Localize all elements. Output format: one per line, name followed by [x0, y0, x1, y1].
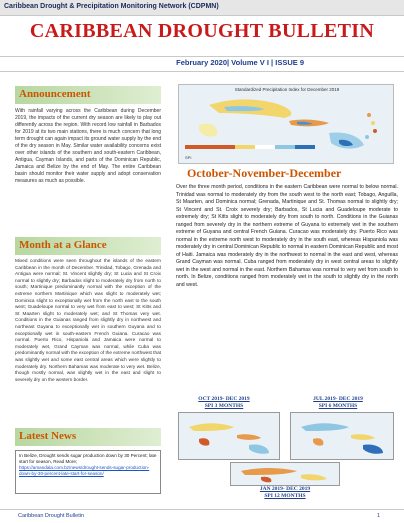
map-6month — [290, 412, 394, 460]
latest-news-heading: Latest News — [15, 428, 161, 446]
map-3month-graphic — [179, 413, 280, 460]
period-text: Over the three month period, conditions in the eastern Caribbean were normal to below normal. Trinidad was normal to moderately dry from the south west to the north east; Tobago, Anguilla, St Maarten, and Dominica normal; Grenada, Martinique and St. Thomas normal to slightly dry; St Vincent and St. Croix severely dry; Barbados, St Lucia and Guadeloupe moderate to extremely dry; St Kitts slight to moderately dry from south to north. Conditions in the Guianas ranged from severely dry in the northern extreme of Guyana to extremely wet in the southern extreme of Guyana and central French Guiana. Curacao was moderately dry. Puerto Rico was normal in the extreme north west to moderately dry in the south east, whereas Hispaniola was moderately dry in central Dominican Republic to normal in eastern Dominican Republic and most of Haiti. Jamaica was moderately dry in the northwest to normal in the east and west, whereas Grand Cayman was normal. Cuba ranged from moderately dry in west central areas to slightly wet in the west and normal in the east. Northern Bahamas was normal to very wet from south to north. In Belize, conditions ranged from moderately wet in the south to slightly dry in the north and west. — [176, 184, 399, 288]
bulletin-title: CARIBBEAN DROUGHT BULLETIN — [29, 20, 375, 42]
latest-news-box — [15, 450, 161, 494]
latest-news-link[interactable]: https://amandala.com.bz/news/drought-sends-sugar-production-down-by-30-percent-late-start-for-season/ — [19, 465, 150, 476]
month-glance-heading: Month at a Glance — [15, 237, 161, 255]
footer — [0, 509, 404, 523]
spi-map-graphic — [179, 85, 394, 164]
map-3month — [178, 412, 280, 460]
map-3month-caption: OCT 2019- DEC 2019 SPI 3 MONTHS — [198, 396, 250, 409]
month-glance-text: Mixed conditions were seen throughout the islands of the eastern Caribbean in the month of December. Trinidad, Tobago, Grenada and Antigua were normal; St. Vincent slightly dry; St Lucia and St Croix normal to slightly dry; Barbados slight to moderately dry from north to south; Martinique predominantly normal with the exception of the extreme northern Martinique which was slight to moderately wet; Dominica slight to exceptionally wet from the north east to the south west; Guadeloupe normal to very wet from east to west; St Kitts and St Maarten slight to moderately wet; and St Thomas very wet. Conditions in the Guianas ranged from slightly dry in northwest and northeast Guyana to exceptionally wet in southern Guyana and to exceptionally wet in south-eastern French Guiana. Curacao was normal. Puerto Rico, Hispaniola and Jamaica were normal to moderately wet, Grand Cayman was normal, while Cuba was predominantly normal with the exception of the extreme northwest that was slightly wet and some east central areas which were slightly to moderately dry. Northern Bahamas was moderate to very wet. Belize, though mostly normal, was slightly wet in the east and slight to severely dry on the western border. — [15, 258, 161, 382]
org-name: Caribbean Drought & Precipitation Monitoring Network (CDPMN) — [4, 3, 219, 10]
spi-map-label: SPI — [185, 155, 192, 160]
map-6month-graphic — [291, 413, 394, 460]
issue-bar — [0, 56, 404, 72]
footer-title: Caribbean Drought Bulletin — [18, 513, 85, 519]
period-heading: October-November-December — [187, 166, 342, 180]
announcement-text: With rainfall varying across the Caribbean during December 2019, the impacts of the current dry season are likely to play out differently across the region. With record low rainfall in Barbados for 2019 at its two main stations, there is much concern that long term drought can again impact its ground water supply by the end of the dry season in May. Similar water availability concerns exist over other islands of the southern and south-eastern Caribbean, Antigua, Cayman Islands, and parts of the Dominican Republic, Jamaica and Belize by the end of May. The entire Caribbean basin should monitor their water supply and adopt conservation measures as much as possible. — [15, 108, 161, 184]
issue-info: February 2020| Volume V I | ISSUE 9 — [176, 58, 304, 67]
map-12month-caption: JAN 2019- DEC 2019 SPI 12 MONTHS — [259, 486, 311, 499]
latest-news-text: In Belize, Drought sends sugar production down by 30 Percent; late start for season, Read More; — [19, 453, 157, 464]
spi-map-december — [178, 84, 394, 164]
map-6month-caption: JUL 2019- DEC 2019 SPI 6 MONTHS — [313, 396, 363, 409]
announcement-heading: Announcement — [15, 86, 161, 104]
map-12month-graphic — [231, 463, 340, 486]
spi-map-title: Standardized Precipitation Index for December 2019 — [234, 87, 340, 92]
page-number: 1 — [376, 513, 380, 519]
map-12month — [230, 462, 340, 486]
top-bar — [0, 0, 404, 16]
